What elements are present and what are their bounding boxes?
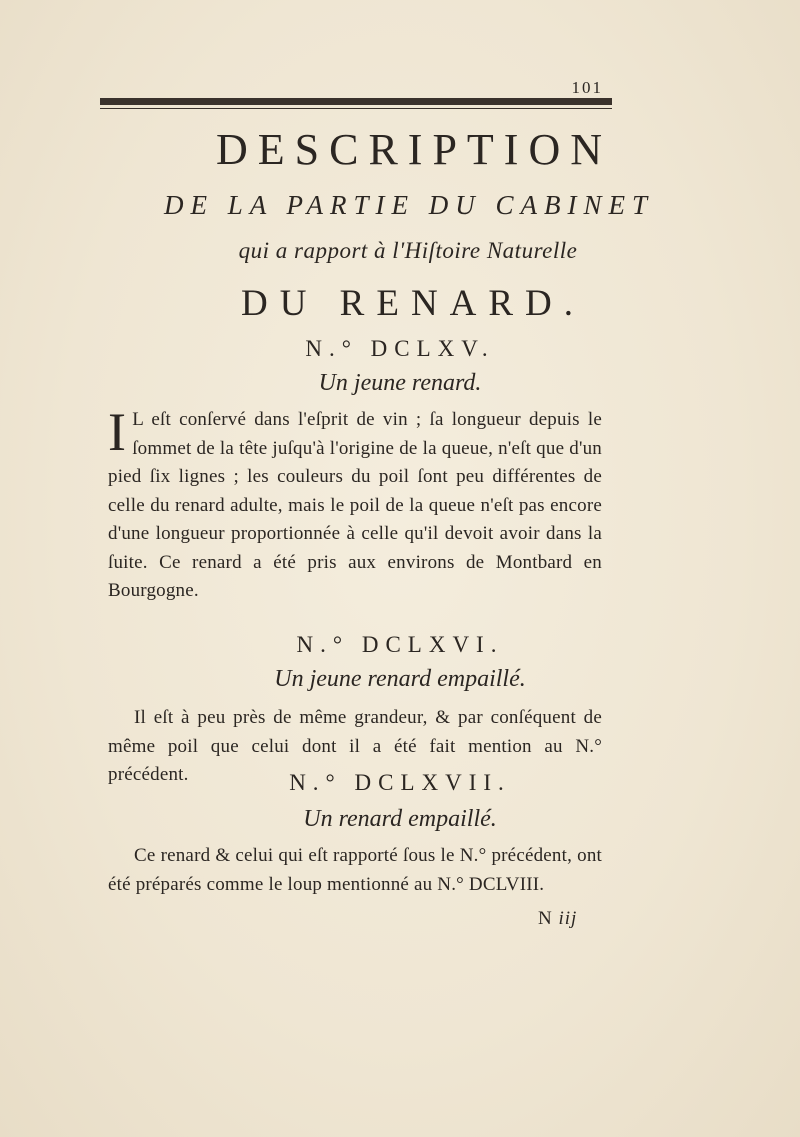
entry-title: Un jeune renard. — [318, 370, 482, 396]
page-tagline: qui a rapport à l'Hiſtoire Naturelle — [238, 238, 578, 263]
entry-title: Un renard empaillé. — [303, 806, 497, 832]
entry-title: Un jeune renard empaillé. — [274, 666, 526, 692]
entry-body: L eſt conſervé dans l'eſprit de vin ; ſa longueur depuis le ſommet de la tête juſqu'à l'origine de la queue, n'eſt que d'un pied ſix lignes ; les couleurs du poil ſont peu différentes de celle du renard adulte, mais le poil de la queue n'eſt pas encore d'une longueur proportionnée à celle qu'il devoit avoir dans la ſuite. Ce renard a été pris aux environs de Montbard en Bourgogne. — [108, 409, 602, 601]
entry-text: Il eſt à peu près de même grandeur, & par conſéquent de même poil que celui dont il a été fait mention au N.° précédent. — [108, 707, 602, 785]
page-number: 101 — [571, 78, 603, 97]
header-rule — [100, 98, 612, 105]
entry-number: N.° DCLXV. — [305, 336, 495, 361]
page-subtitle: DE LA PARTIE DU CABINET — [163, 190, 654, 220]
drop-cap: I — [108, 402, 127, 462]
entry-number: N.° DCLXVI. — [296, 632, 504, 657]
entry-number: N.° DCLXVII. — [289, 770, 511, 795]
header-rule-thin — [100, 108, 612, 109]
species-heading: DU RENARD. — [240, 283, 586, 324]
entry-text: Ce renard & celui qui eſt rapporté ſous le N.° précédent, ont été préparés comme le loup mentionné au N.° DCLVIII. — [108, 845, 602, 895]
entry-text — [108, 402, 602, 606]
printer-signature — [538, 908, 577, 930]
signature-letter: N — [538, 908, 553, 929]
page-title: DESCRIPTION — [215, 125, 613, 174]
signature-suffix: iij — [558, 908, 578, 929]
